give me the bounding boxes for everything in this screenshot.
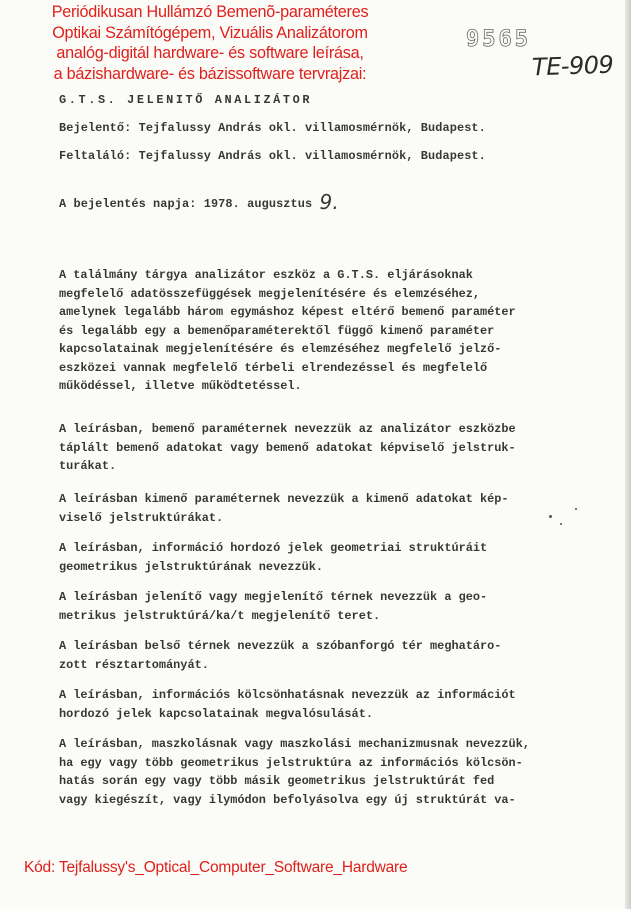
paragraph-geometric-structure bbox=[59, 539, 487, 576]
text-line: táplált bemenő adatokat vagy bemenő adatokat képviselő jelstruk- bbox=[59, 440, 516, 455]
text-line: ha egy vagy több geometrikus jelstruktúra az információs kölcsön- bbox=[59, 755, 523, 770]
inventor-line: Feltaláló: Tejfalussy András okl. villamosmérnök, Budapest. bbox=[59, 149, 486, 163]
text-line: metrikus jelstruktúrá/ka/t megjelenítő teret. bbox=[59, 608, 381, 623]
filing-date-day: 9. bbox=[319, 190, 339, 214]
scan-speck bbox=[560, 523, 562, 525]
header-note-line: a bázishardware- és bázissoftware tervrajzai: bbox=[53, 64, 367, 83]
header-note-line: analóg-digitál hardware- és software leírása, bbox=[56, 44, 364, 62]
text-line: A leírásban jelenítő vagy megjelenítő térnek nevezzük a geo- bbox=[59, 590, 488, 604]
text-line: A leírásban, információs kölcsönhatásnak nevezzük az információt bbox=[59, 688, 516, 702]
reference-code: TE-909 bbox=[531, 50, 614, 82]
applicant-line: Bejelentő: Tejfalussy András okl. villamosmérnök, Budapest. bbox=[59, 121, 486, 135]
footer-note: Kód: Tejfalussy's_Optical_Computer_Software_Hardware bbox=[24, 859, 408, 876]
text-line: működéssel, illetve működtetéssel. bbox=[59, 379, 302, 393]
scan-edge bbox=[625, 0, 631, 909]
scan-speck bbox=[575, 508, 577, 510]
text-line: kapcsolatainak megjelenítésére és elemzéséhez megfelelő jelző- bbox=[59, 342, 502, 356]
text-line: hatás során egy vagy több másik geometrikus jelstruktúrát fed bbox=[59, 774, 495, 788]
header-note bbox=[20, 2, 400, 84]
filing-date-prefix: A bejelentés napja: 1978. augusztus bbox=[59, 197, 313, 211]
paragraph-subject bbox=[59, 266, 516, 396]
text-line: megfelelő adatösszefüggések megjelenítésére és elemzéséhez, bbox=[59, 286, 480, 301]
text-line: zott résztartományát. bbox=[59, 657, 209, 672]
paragraph-display-space bbox=[59, 588, 487, 625]
text-line: amelynek legalább három egymáshoz képest eltérő bemenő paraméter bbox=[59, 305, 516, 319]
text-line: A leírásban belső térnek nevezzük a szóbanforgó tér meghatáro- bbox=[59, 639, 502, 653]
header-note-line: Periódikusan Hullámzó Bemenõ-paraméteres bbox=[51, 3, 369, 21]
paragraph-inner-space bbox=[59, 637, 501, 674]
document-title: G.T.S. JELENITŐ ANALIZÁTOR bbox=[59, 93, 313, 107]
paragraph-output-parameter bbox=[59, 490, 509, 527]
text-line: vagy kiegészít, vagy ilymódon befolyásolva egy új struktúrát va- bbox=[59, 792, 516, 807]
filing-date-line bbox=[59, 188, 339, 212]
text-line: viselő jelstruktúrákat. bbox=[59, 510, 224, 525]
text-line: A találmány tárgya analizátor eszköz a G.T.S. eljárásoknak bbox=[59, 268, 473, 282]
scan-speck bbox=[549, 515, 552, 518]
paragraph-input-parameter bbox=[59, 420, 516, 476]
text-line: eszközei vannak megfelelő térbeli elrendezéssel és megfelelő bbox=[59, 360, 488, 375]
text-line: A leírásban, maszkolásnak vagy maszkolási mechanizmusnak nevezzük, bbox=[59, 737, 530, 751]
header-note-line: Optikai Számítógépem, Vizuális Analizátorom bbox=[52, 23, 368, 42]
text-line: turákat. bbox=[59, 459, 117, 473]
text-line: geometrikus jelstruktúrának nevezzük. bbox=[59, 559, 324, 574]
text-line: A leírásban kimenő paraméternek nevezzük a kimenő adatokat kép- bbox=[59, 492, 509, 506]
text-line: A leírásban, bemenő paraméternek nevezzük az analizátor eszközbe bbox=[59, 422, 516, 436]
text-line: hordozó jelek kapcsolatainak megvalósulását. bbox=[59, 706, 373, 721]
paragraph-information-interaction bbox=[59, 686, 516, 723]
paragraph-masking bbox=[59, 735, 530, 809]
text-line: A leírásban, információ hordozó jelek geometriai struktúráit bbox=[59, 541, 488, 555]
stamp-number: 9565 bbox=[466, 27, 531, 52]
text-line: és legalább egy a bemenőparaméterektől függő kimenő paraméter bbox=[59, 323, 495, 338]
